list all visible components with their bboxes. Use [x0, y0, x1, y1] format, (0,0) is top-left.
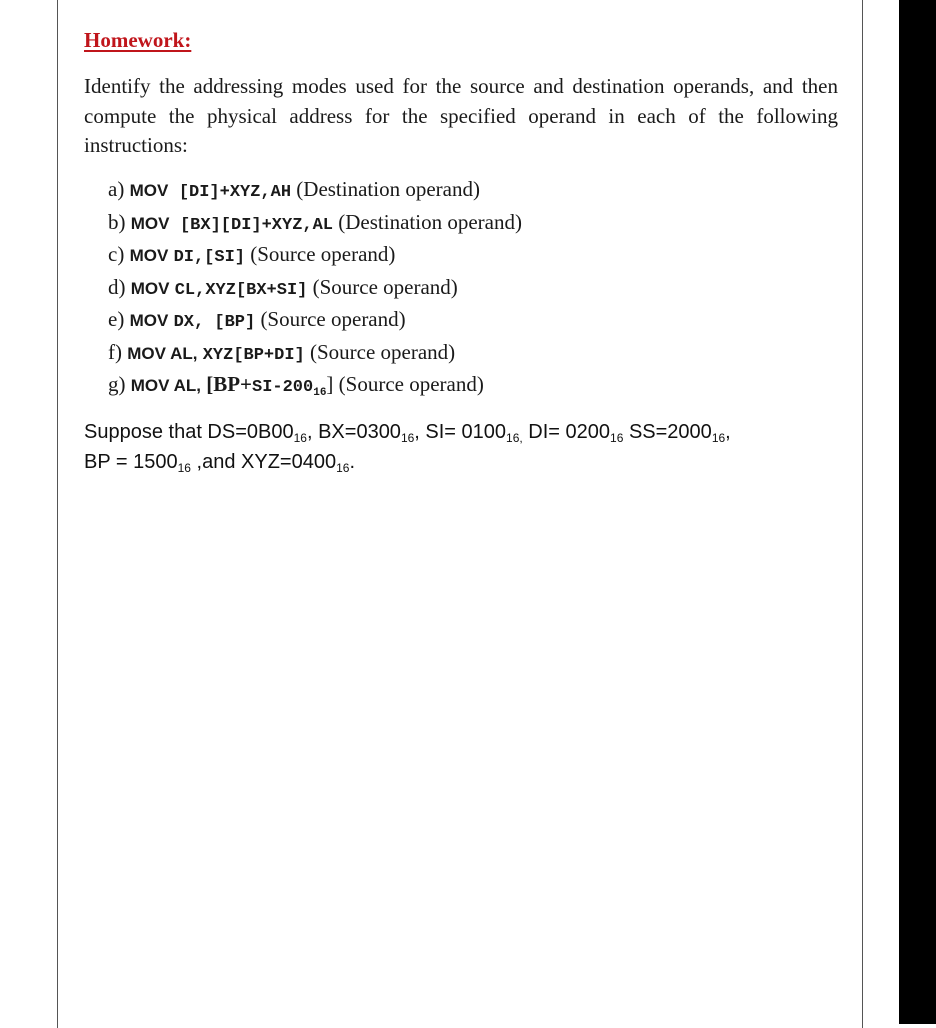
instruction-b: b) MOV [BX][DI]+XYZ,AL (Destination operand)	[108, 209, 522, 235]
right-black-bar	[899, 0, 936, 1024]
instruction-c: c) MOV DI,[SI] (Source operand)	[108, 242, 396, 267]
intro-paragraph: Identify the addressing modes used for the source and destination operands, and then compute the physical address for the specified operand in each of the following instructions:	[84, 74, 838, 157]
instruction-list	[108, 177, 522, 405]
instruction-a: a) MOV [DI]+XYZ,AH (Destination operand)	[108, 177, 480, 202]
instruction-d: d) MOV CL,XYZ[BX+SI] (Source operand)	[108, 274, 458, 300]
instruction-f: f) MOV AL, XYZ[BP+DI] (Source operand)	[108, 339, 456, 365]
instruction-g: g) MOV AL, $[BP+SI-200_{16}]$ (Source operand)	[108, 372, 484, 399]
instruction-e: e) MOV DX, [BP] (Source operand)	[108, 307, 406, 332]
given-values-paragraph: Suppose that $DS=0B00_{16}$, $BX=0300_{16}$, $SI= 0100_{16,}$ $DI= 0200_{16}$ $SS=2000_{16}$, BP = $1500_{16}$ ,and $XYZ=0400_{16}$.	[84, 421, 731, 475]
homework-heading: Homework:	[84, 28, 192, 52]
